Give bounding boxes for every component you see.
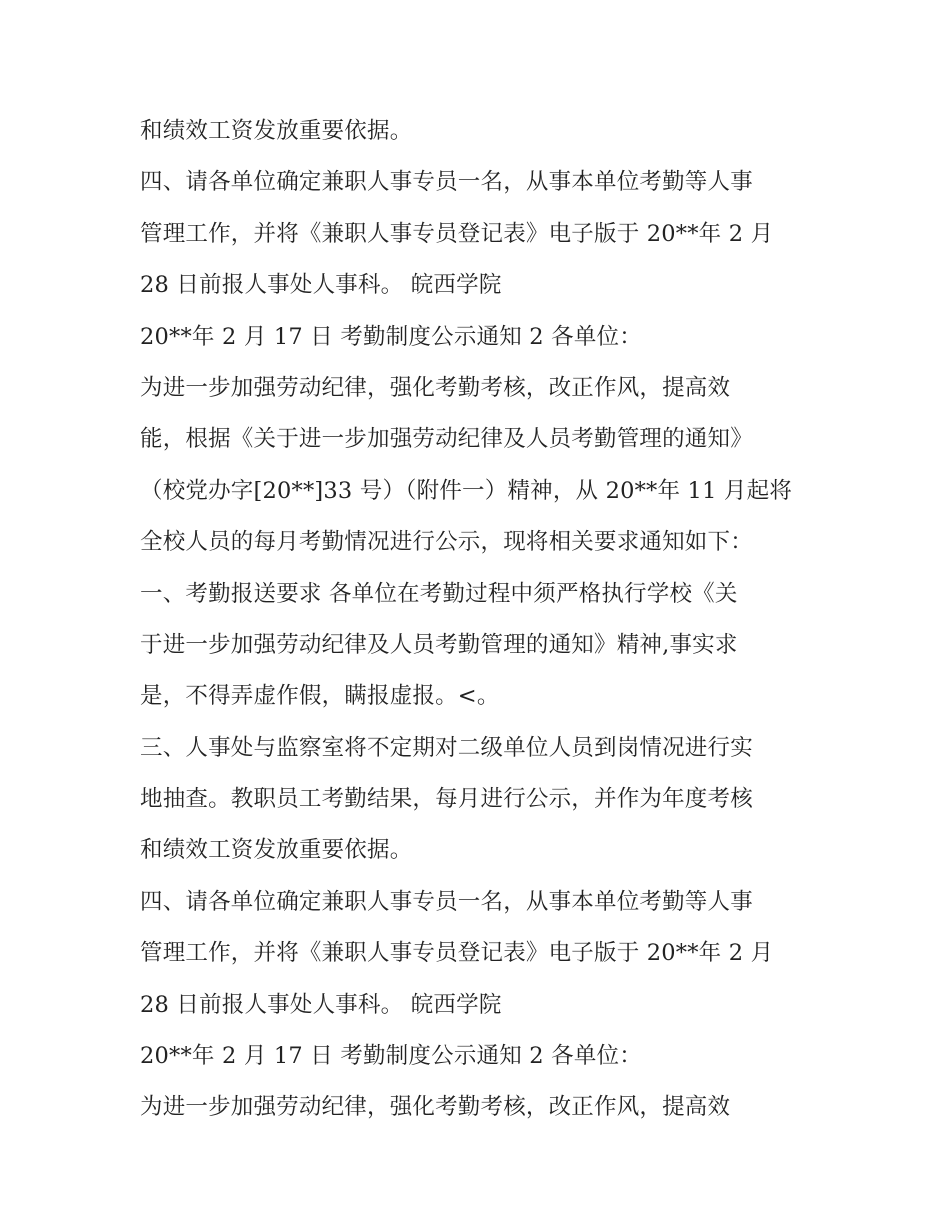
text-line: 四、请各单位确定兼职人事专员一名，从事本单位考勤等人事 (140, 888, 753, 915)
text-line: 为进一步加强劳动纪律，强化考勤考核，改正作风，提高效 (140, 374, 731, 401)
text-line: 全校人员的每月考勤情况进行公示，现将相关要求通知如下： (140, 529, 753, 556)
text-line: 28 日前报人事处人事科。 皖西学院 (140, 272, 502, 299)
text-line: 28 日前报人事处人事科。 皖西学院 (140, 991, 502, 1018)
text-line: 地抽查。教职员工考勤结果，每月进行公示，并作为年度考核 (140, 786, 753, 813)
text-line: 能，根据《关于进一步加强劳动纪律及人员考勤管理的通知》 (140, 426, 753, 453)
text-line: 一、考勤报送要求 各单位在考勤过程中须严格执行学校《关 (140, 580, 738, 607)
text-line: 和绩效工资发放重要依据。 (140, 118, 413, 144)
text-line: 三、人事处与监察室将不定期对二级单位人员到岗情况进行实 (140, 734, 753, 761)
text-line: 管理工作，并将《兼职人事专员登记表》电子版于 20**年 2 月 (140, 220, 774, 247)
text-line: 管理工作，并将《兼职人事专员登记表》电子版于 20**年 2 月 (140, 940, 774, 967)
text-line: 于进一步加强劳动纪律及人员考勤管理的通知》精神,事实求 (140, 631, 738, 658)
text-line: （校党办字[20**]33 号）（附件一）精神，从 20**年 11 月起将 (140, 477, 793, 504)
document-body (140, 106, 830, 1134)
text-line: 是，不得弄虚作假，瞒报虚报。<。 (140, 683, 500, 710)
text-line: 20**年 2 月 17 日 考勤制度公示通知 2 各单位： (140, 1043, 642, 1070)
text-line: 和绩效工资发放重要依据。 (140, 837, 413, 864)
text-line: 四、请各单位确定兼职人事专员一名，从事本单位考勤等人事 (140, 169, 753, 196)
text-line: 20**年 2 月 17 日 考勤制度公示通知 2 各单位： (140, 323, 642, 350)
text-line: 为进一步加强劳动纪律，强化考勤考核，改正作风，提高效 (140, 1094, 731, 1121)
